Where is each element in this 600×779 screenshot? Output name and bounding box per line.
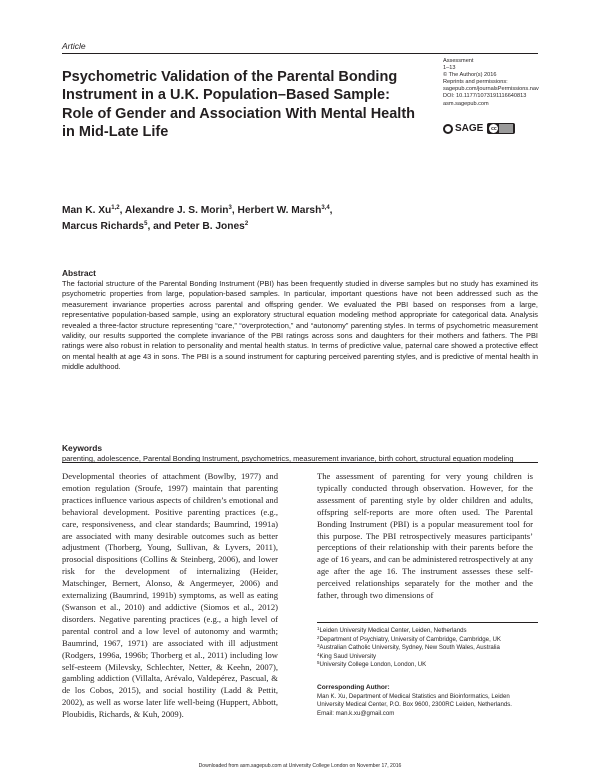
journal-meta (443, 58, 553, 108)
footnote-rule (317, 622, 538, 623)
top-rule (62, 53, 538, 54)
author-separator: , and (147, 220, 175, 232)
affiliation-marker: 1 (317, 626, 320, 631)
reprints: Reprints and permissions: (443, 79, 508, 86)
section-rule (62, 462, 538, 463)
body-right-column: The assessment of parenting for very young children is typically conducted through observation. However, for the assessment of parenting style by older children and adults, offspring self-reports are more often used. The Parental Bonding Instrument (PBI) is a popular measurement tool for this purpose. The PBI retrospectively measures participants’ perceptions of their relationship with their parents before the age of 16 years, and can be administered retrospectively at any age after the age 16. The instrument assesses these self-perceived relationships separately for the mother and the father, through two dimensions of (317, 471, 533, 601)
abstract-text: The factorial structure of the Parental Bonding Instrument (PBI) has been frequently studied in diverse samples but no study has examined its psychometric properties from large, population-based samples. In particular, important questions have not been addressed such as the measurement invariance properties across parental and offspring gender. We evaluated the PBI based on responses from a large, representative population-based sample, using an exploratory structural equation modeling method appropriate for categorical data. Analysis revealed a three-factor structure representing “care,” “overprotection,” and “autonomy” parenting styles. In terms of psychometric measurement validity, our results supported the complete invariance of the PBI ratings across sons and daughters for their mothers and fathers. The PBI ratings were also robust in relation to personality and mental health status. In terms of predictive value, paternal care showed a protective effect on mental health at age 43 in sons. The PBI is a sound instrument for capturing perceived parenting styles, and is predictive of mental health in middle adulthood. (62, 278, 538, 372)
affiliation-marker: 3 (317, 643, 320, 648)
sage-logo (443, 123, 483, 134)
download-footer: Downloaded from asm.sagepub.com at University College London on November 17, 2016 (198, 763, 402, 769)
keywords-text: parenting, adolescence, Parental Bonding Instrument, psychometrics, measurement invariance, birth cohort, structural equation modeling (62, 453, 514, 463)
author-name: Peter B. Jones (174, 220, 245, 232)
author-name: Alexandre J. S. Morin (124, 205, 229, 216)
affiliation-item (317, 653, 538, 662)
author-affiliation-marker: 2 (244, 220, 249, 227)
sage-mark-icon (443, 124, 453, 134)
abstract-section (62, 268, 538, 373)
article-label: Article (62, 41, 86, 51)
affiliation-marker: 2 (317, 634, 320, 640)
author-affiliation-marker: 3 (228, 205, 232, 211)
author-name: Man K. Xu (62, 205, 112, 216)
author-list (62, 203, 462, 234)
affiliation-list (317, 627, 538, 670)
author-affiliation-marker: 5 (144, 220, 148, 227)
page-range: 1–13 (443, 65, 456, 72)
affiliation-marker: 4 (317, 651, 320, 657)
author-separator: , (119, 205, 125, 216)
logos (443, 123, 515, 134)
affiliation-text: Department of Psychiatry, University of Cambridge, Cambridge, UK (319, 635, 501, 643)
affiliation-marker: 5 (317, 660, 320, 665)
author-name: Marcus Richards (62, 220, 145, 232)
author-separator: , (329, 205, 336, 216)
affiliation-text: University College London, London, UK (319, 661, 427, 668)
cc-license-icon (499, 124, 513, 133)
author-affiliation-marker: 3,4 (321, 205, 330, 211)
author-separator: , (231, 205, 238, 216)
article-title: Psychometric Validation of the Parental Bonding Instrument in a U.K. Population–Based Sample: Role of Gender and Association With Mental Health in Mid-Late Life (62, 69, 416, 141)
affiliation-item (317, 636, 538, 645)
body-left-column: Developmental theories of attachment (Bowlby, 1977) and emotion regulation (Sroufe, 1997) maintain that parenting practices influence various aspects of children’s emotional and behavioral development. Positive parenting practices (e.g., care, responsiveness, and clear standards; Baumrind, 1991a) are associated with many desirable outcomes such as better adjustment (Thorberg, Young, Sullivan, & Lyvers, 2011), prosocial dispositions (Collins & Steinberg, 2006), and lower risk for the development of internalizing (Heider, Matschinger, Bernert, Alonso, & Angermeyer, 2006) and externalizing (Baumrind, 1991b) symptoms, as well as eating (Swanson et al., 2010) and addictive (Siomos et al., 2012) disorders. Negative parenting practices (e.g., a high level of parental control and a low level of autonomy and warmth; Baumrind, 1967, 1971) are associated with ill adjustment (Rodgers, 1996a, 1996b; Thorberg et al., 2011) including low self-esteem (Milevsky, Schlechter, Netter, & Keehn, 2007), gambling addiction (Villalta, Arévalo, Valdepérez, Pascual, & de los Cobos, 2015), and social hostility (Ladd & Pettit, 2002), as well as worse later life well-being (Huppert, Abbott, Ploubidis, Richards, & Kuh, 2009). (62, 471, 278, 720)
creative-commons-badge (487, 123, 515, 134)
abstract-heading: Abstract (62, 268, 96, 278)
reprints-link[interactable]: sagepub.com/journalsPermissions.nav (443, 86, 539, 93)
doi[interactable]: DOI: 10.1177/1073191116640813 (443, 93, 527, 100)
corresponding-email[interactable]: Email: man.k.xu@gmail.com (317, 709, 395, 717)
affiliation-text: Australian Catholic University, Sydney, New South Wales, Australia (319, 644, 500, 651)
author-affiliation-marker: 1,2 (111, 205, 120, 211)
corresponding-author (317, 684, 538, 718)
cc-icon: cc (491, 125, 497, 132)
author-name: Herbert W. Marsh (237, 205, 322, 216)
sage-wordmark: SAGE (455, 123, 484, 134)
affiliation-item (317, 644, 538, 653)
corresponding-address: Man K. Xu, Department of Medical Statistics and Bioinformatics, Leiden University Medical Center, P.O. Box 9600, 2300RC Leiden, Netherlands. (317, 692, 512, 708)
keywords-heading: Keywords (62, 443, 103, 453)
corresponding-heading: Corresponding Author: (317, 684, 390, 691)
journal-site[interactable]: asm.sagepub.com (443, 100, 489, 107)
affiliation-item (317, 627, 538, 636)
copyright: © The Author(s) 2016 (443, 72, 497, 79)
affiliation-text: King Saud University (319, 652, 377, 660)
affiliation-text: Leiden University Medical Center, Leiden, Netherlands (319, 627, 467, 634)
affiliation-item (317, 661, 538, 670)
journal-name: Assessment (443, 58, 474, 64)
